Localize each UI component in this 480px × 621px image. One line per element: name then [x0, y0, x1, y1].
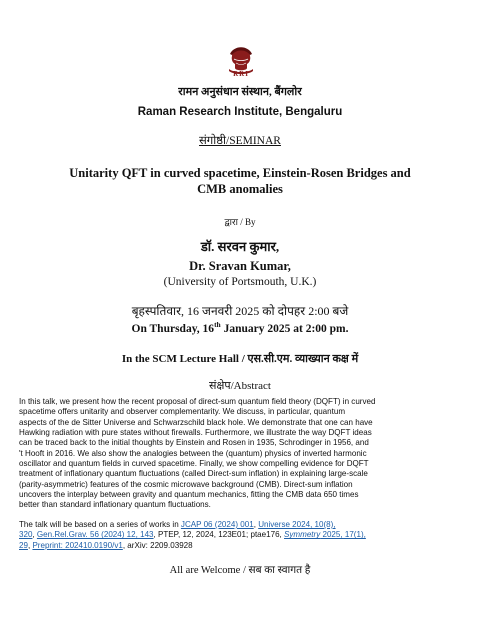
abstract-line: better than standard inflationary quantum fluctuations. — [19, 500, 211, 510]
institute-name-hindi: रामन अनुसंधान संस्थान, बैंगलोर — [178, 86, 302, 98]
abstract-line: Hawking radiation with pure states without firewalls. Furthermore, we illustrate the way DQFT ideas — [19, 428, 372, 438]
reference-link-universe[interactable]: Universe 2024, 10(8), — [258, 520, 336, 529]
references-separator: , — [32, 530, 37, 540]
talk-title-line-1: Unitarity QFT in curved spacetime, Einstein-Rosen Bridges and — [69, 166, 411, 180]
abstract-line: uncovers the interplay between gravity and quantum mechanics, fitting the CMB data 650 times — [19, 490, 359, 500]
speaker-affiliation: (University of Portsmouth, U.K.) — [163, 276, 317, 288]
reference-link-symmetry-journal[interactable]: Symmetry — [284, 530, 321, 540]
date-english-part-1: On Thursday, 16 — [131, 323, 215, 335]
speaker-name-english: Dr. Sravan Kumar, — [189, 259, 291, 273]
reference-link-preprint[interactable]: 202410.0190/v1 — [65, 540, 123, 550]
by-label: द्वारा / By — [224, 217, 256, 227]
references-intro: The talk will be based on a series of works in — [19, 520, 181, 529]
abstract-line: In this talk, we present how the recent proposal of direct-sum quantum field theory (DQFT) in curved — [19, 397, 376, 406]
reference-link-symmetry[interactable]: 2025, 17(1), — [320, 530, 366, 540]
abstract-line: oscillator and quantum fields in curved spacetime. Finally, we show compelling evidence for DQFT — [19, 459, 369, 469]
abstract-heading-hindi: संक्षेप — [209, 380, 231, 392]
speaker-name-hindi: डॉ. सरवन कुमार, — [200, 239, 280, 254]
references-separator: , — [253, 520, 259, 529]
date-hindi: बृहस्पतिवार, 16 जनवरी 2025 को दोपहर 2:00 बजे — [131, 304, 349, 318]
talk-title-line-2: CMB anomalies — [197, 182, 283, 196]
references-ptep: , PTEP, 12, 2024, 123E01; ptae176, — [153, 530, 285, 540]
reference-link-jcap[interactable]: JCAP 06 (2024) 001 — [180, 520, 254, 529]
reference-preprint-label[interactable]: Preprint: — [32, 540, 66, 550]
reference-link-grg[interactable]: Gen.Rel.Grav. 56 (2024) 12, 143 — [36, 530, 154, 540]
abstract-line: 't Hooft in 2016. We also show the analogies between the (quantum) physics of inverted harmonic — [19, 448, 367, 458]
references — [19, 520, 461, 551]
abstract-line: treatment of inflationary quantum fluctuations (called Direct-sum inflation) in explaining large-scale — [19, 469, 368, 479]
abstract-line: spacetime offers unitarity and observer complementarity. We discuss, in particular, quantum — [19, 407, 346, 417]
institute-name-english: Raman Research Institute, Bengaluru — [137, 106, 343, 118]
seminar-label-english: /SEMINAR — [226, 135, 281, 147]
references-arxiv: , arXiv: 2209.03928 — [122, 540, 193, 550]
abstract-line: aspects of the de Sitter Universe and Schwarzschild black hole. We demonstrate that one can have — [19, 417, 373, 427]
date-english-suffix: th — [214, 320, 221, 330]
abstract-heading — [0, 378, 480, 393]
references-separator: , — [27, 540, 33, 550]
date-english-part-2: January 2025 at 2:00 pm. — [220, 323, 349, 335]
references-line-1 — [19, 520, 461, 530]
references-line-3 — [19, 541, 461, 551]
references-line-2 — [19, 530, 461, 540]
reference-link-universe-cont[interactable]: 320 — [19, 530, 33, 540]
abstract-line: (parity-asymmetric) features of the cosmic microwave background (CMB). Direct-sum inflation — [19, 479, 353, 489]
abstract-line: can be traced back to the initial thoughts by Einstein and Rosen in 1935, Schrodinger in 1956, and — [19, 438, 369, 448]
seminar-label-hindi: संगोष्ठी — [199, 135, 227, 147]
welcome-note: All are Welcome / सब का स्वागत है — [169, 565, 311, 576]
rri-logo-text: RRI — [233, 70, 249, 78]
seminar-label — [0, 133, 480, 148]
date-english — [0, 320, 480, 335]
reference-link-symmetry-cont[interactable]: 29 — [19, 540, 28, 550]
abstract-body — [19, 397, 461, 511]
abstract-heading-english: /Abstract — [230, 380, 271, 392]
venue: In the SCM Lecture Hall / एस.सी.एम. व्याख्यान कक्ष में — [121, 353, 359, 365]
